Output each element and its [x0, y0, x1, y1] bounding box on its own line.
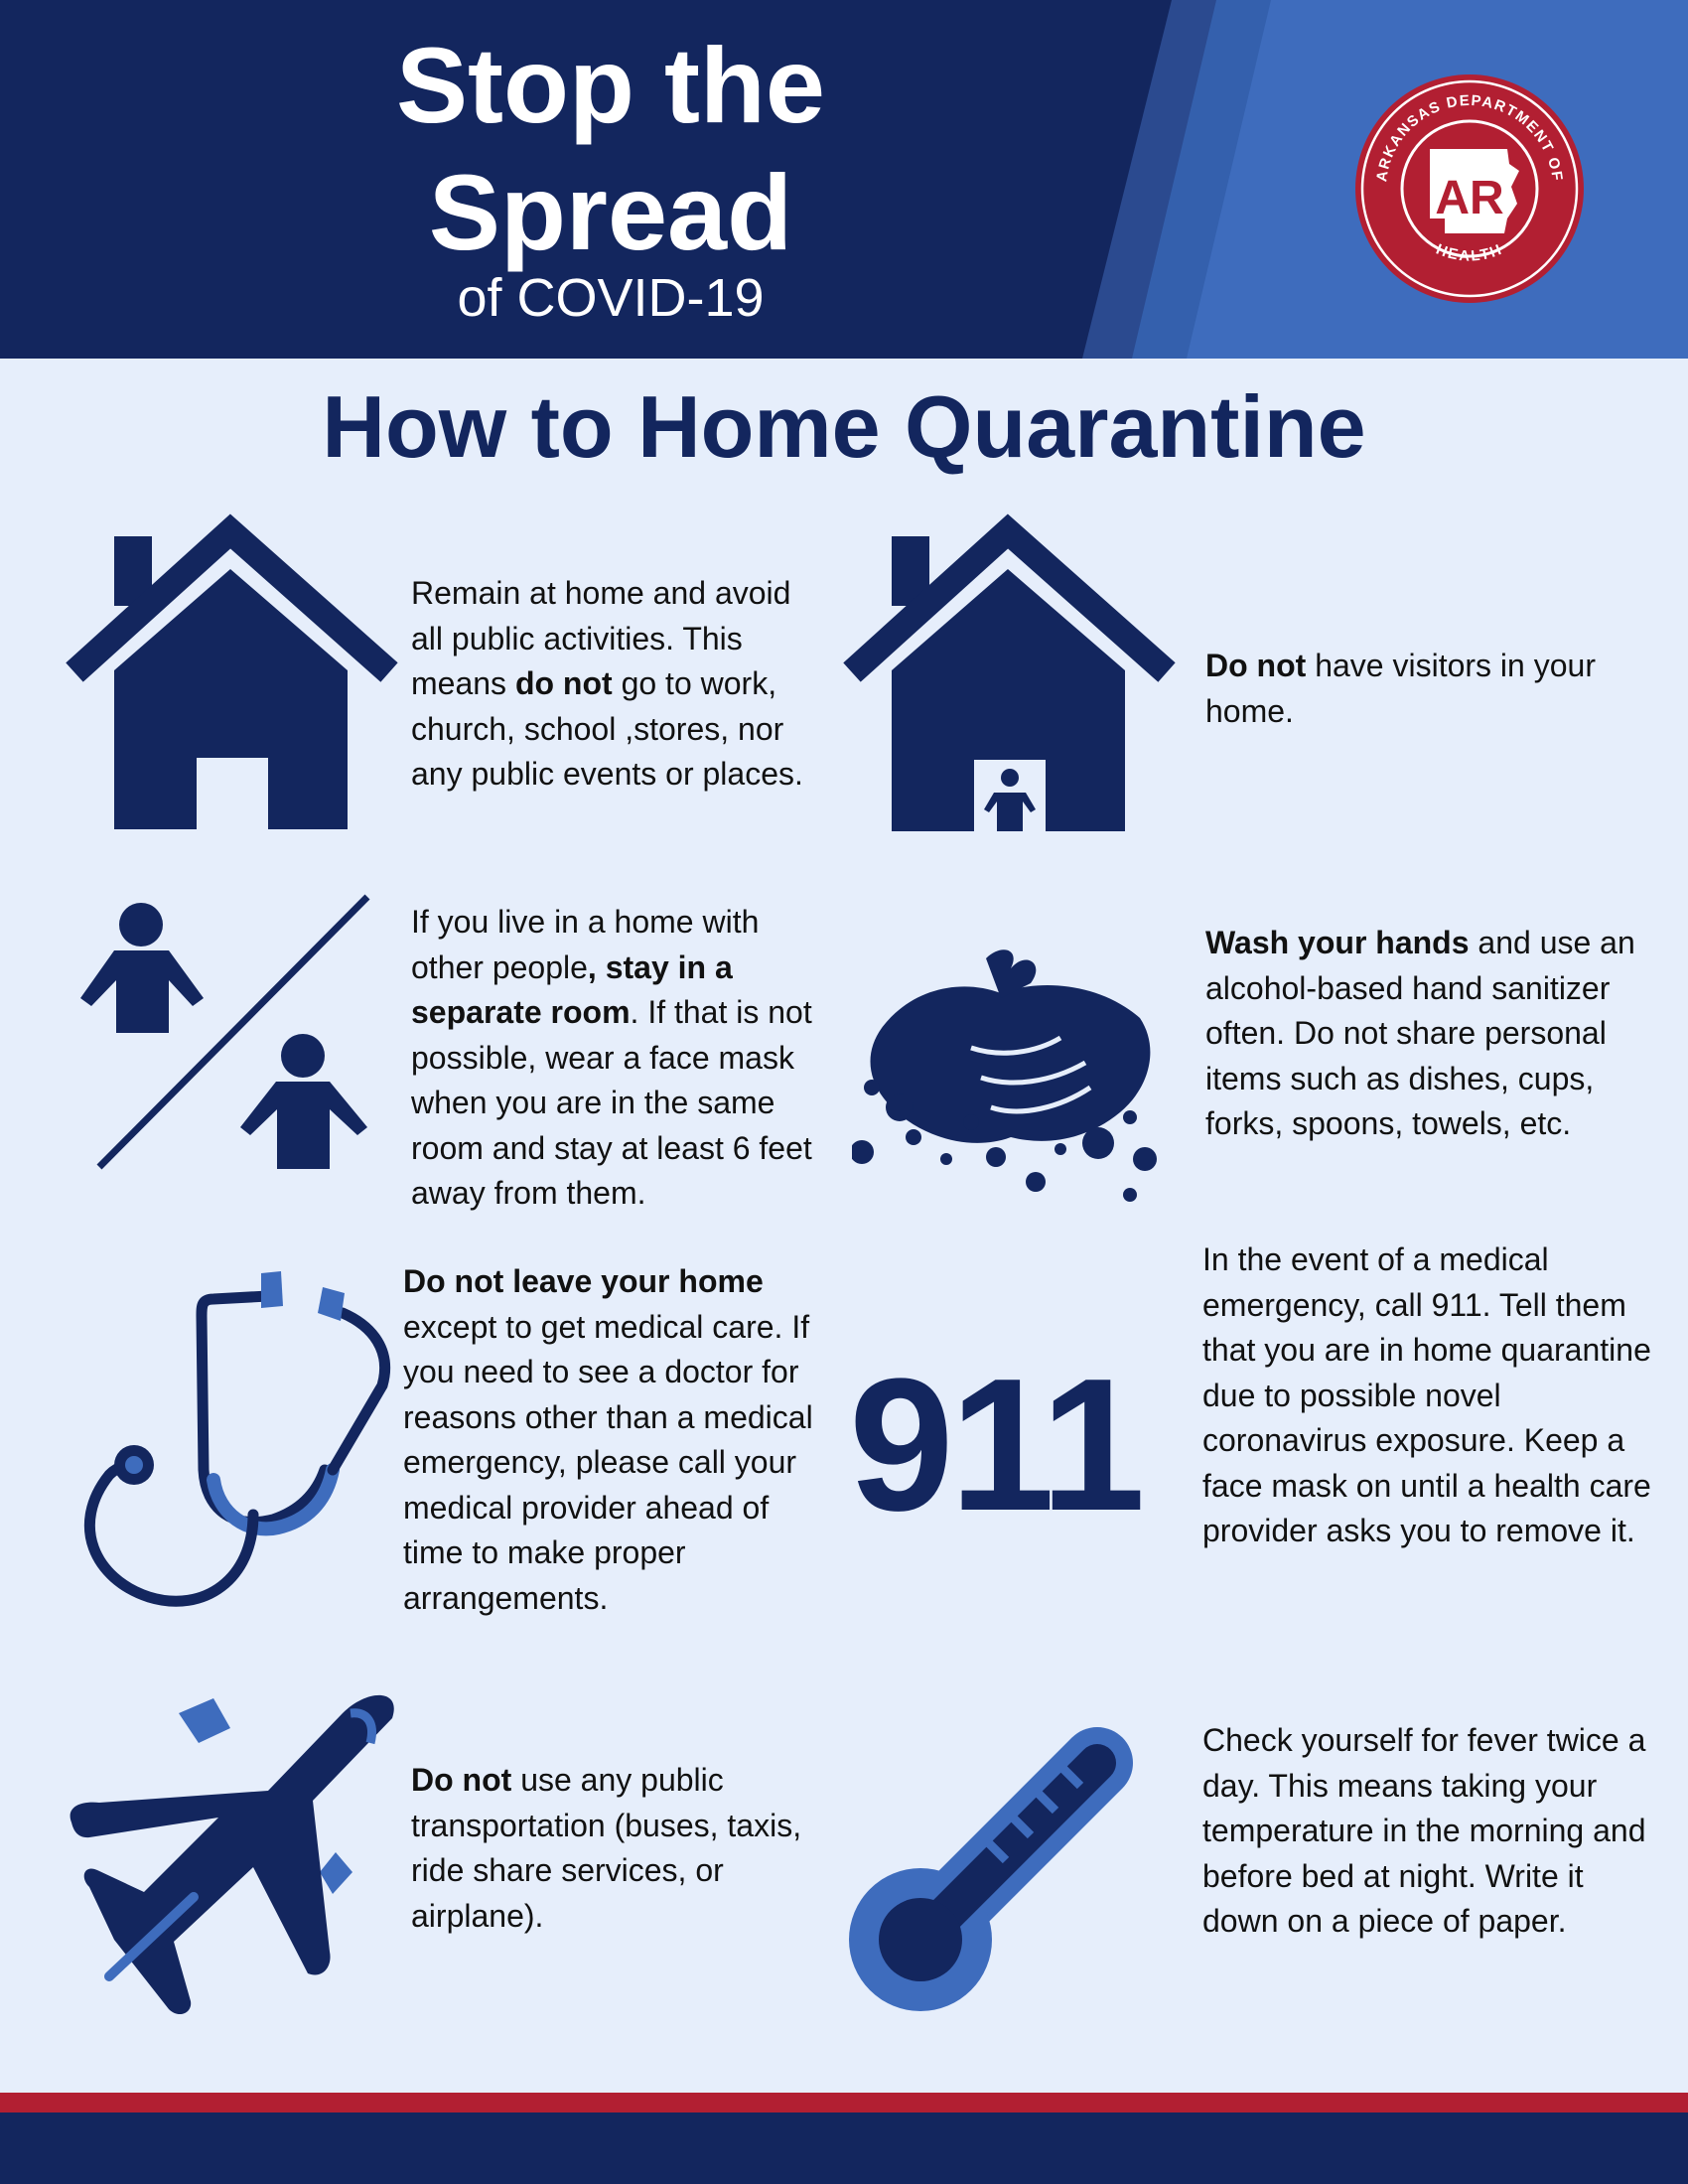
- airplane-icon: [70, 1683, 407, 2016]
- thermometer-icon: [849, 1693, 1167, 2011]
- header-title-line2: Spread: [428, 152, 793, 272]
- header-subtitle: of COVID-19: [457, 268, 765, 328]
- transport-text: Do not use any public transportation (buses, taxis, ride share services, or airplane).: [411, 1762, 802, 1934]
- svg-text:HEALTH: HEALTH: [1433, 240, 1506, 265]
- arkansas-health-seal-logo: [1350, 70, 1589, 308]
- stay-home-text: Remain at home and avoid all public activities. This means do not go to work, church, school ,stores, nor any public events or places.: [411, 575, 803, 792]
- footer-red-stripe: [0, 2093, 1688, 2112]
- header-title-line1: Stop the: [396, 25, 825, 145]
- medical-care-text: Do not leave your home except to get medical care. If you need to see a doctor for reasons other than a medical emergency, please call your medical provider ahead of time to make proper arrangements.: [403, 1263, 813, 1616]
- svg-text:AR: AR: [1435, 172, 1504, 224]
- separated-people-icon: [70, 889, 387, 1177]
- wash-hands-text: Wash your hands and use an alcohol-based hand sanitizer often. Do not share personal items such as dishes, cups, forks, spoons, towels, etc.: [1205, 925, 1635, 1141]
- header-banner: [0, 0, 1688, 359]
- svg-text:ARKANSAS DEPARTMENT OF: ARKANSAS DEPARTMENT OF: [1373, 91, 1566, 184]
- handwashing-icon: [852, 939, 1170, 1207]
- house-with-person-icon: [837, 511, 1185, 839]
- stethoscope-icon: [74, 1271, 392, 1609]
- house-icon: [60, 511, 407, 839]
- page-title: How to Home Quarantine: [322, 377, 1366, 476]
- emergency-number-911: 911: [849, 1340, 1142, 1550]
- header-title: [328, 22, 894, 276]
- no-visitors-text: Do not have visitors in your home.: [1205, 648, 1596, 729]
- fever-text: Check yourself for fever twice a day. This means taking your temperature in the morning and before bed at night. Write it down on a piece of paper.: [1202, 1722, 1646, 1939]
- footer-navy-band: [0, 2112, 1688, 2184]
- separate-room-text: If you live in a home with other people, stay in a separate room. If that is not possible, wear a face mask when you are in the same room and stay at least 6 feet away from them.: [411, 904, 812, 1211]
- emergency-text: In the event of a medical emergency, call 911. Tell them that you are in home quarantine due to possible novel coronavirus exposure. Keep a face mask on until a health care provider asks you to remove it.: [1202, 1241, 1651, 1548]
